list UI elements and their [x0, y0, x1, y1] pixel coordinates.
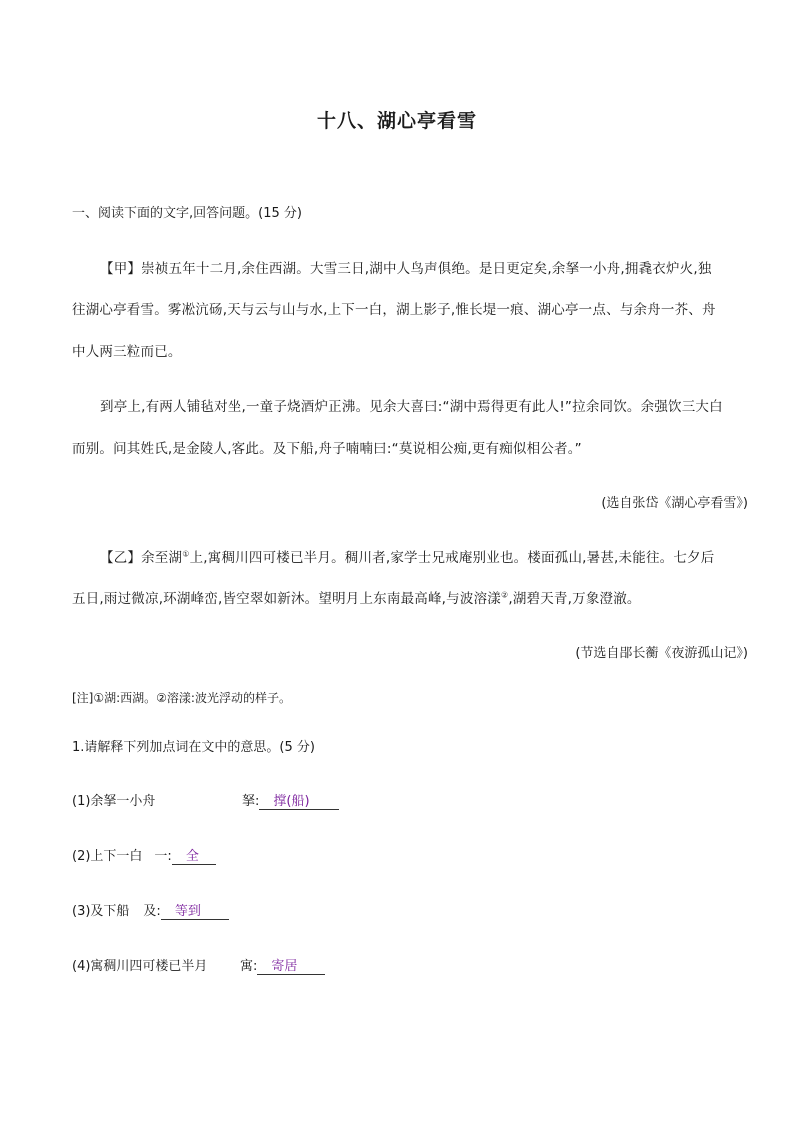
answer-3: 等到: [161, 900, 229, 920]
passage-jia-line-5: 而别。问其姓氏,是金陵人,客此。及下船,舟子喃喃曰:“莫说相公痴,更有痴似相公者。”: [72, 441, 582, 457]
answer-1: 撑(船): [259, 790, 339, 810]
question-item-2: (2)上下一白 一: 全: [72, 845, 216, 865]
question-item-4-answer-line: 寓: 寄居: [240, 955, 325, 975]
page-title: 十八、湖心亭看雪: [316, 110, 477, 132]
passage-jia-line-2: 往湖心亭看雪。雾凇沆砀,天与云与山与水,上下一白，湖上影子,惟长堤一痕、湖心亭一点、与余舟一芥、舟: [72, 302, 716, 318]
section-heading: 一、阅读下面的文字,回答问题。(15 分): [72, 206, 302, 221]
footnote-marker-2: ②: [500, 590, 509, 600]
question-item-4: (4)寓稠川四可楼已半月: [72, 959, 208, 974]
passage-jia-source: (选自张岱《湖心亭看雪》): [601, 496, 748, 511]
notes: [注]①湖:西湖。②溶漾:波光浮动的样子。: [72, 691, 291, 705]
answer-4: 寄居: [257, 955, 325, 975]
question-1-prompt: 1.请解释下列加点词在文中的意思。(5 分): [72, 740, 315, 755]
question-item-3: (3)及下船 及: 等到: [72, 900, 229, 920]
passage-jia-line-4: 到亭上,有两人铺毡对坐,一童子烧酒炉正沸。见余大喜曰:“湖中焉得更有此人!”拉余同饮。余强饮三大白: [100, 399, 723, 415]
answer-2: 全: [172, 845, 216, 865]
passage-yi-line-1: 【乙】余至湖①上,寓稠川四可楼已半月。稠川者,家学士兄戒庵别业也。楼面孤山,暑甚,未能往。七夕后: [100, 549, 715, 566]
footnote-marker-1: ①: [182, 549, 190, 559]
question-item-1-answer-line: 拏: 撑(船): [242, 790, 339, 810]
passage-jia-line-3: 中人两三粒而已。: [72, 344, 182, 360]
passage-yi-source: (节选自郘长蘅《夜游孤山记》): [575, 646, 748, 661]
passage-yi-line-2: 五日,雨过微凉,环湖峰峦,皆空翠如新沐。望明月上东南最高峰,与波溶漾②,湖碧天青,万象澄澈。: [72, 590, 641, 607]
passage-jia-line-1: 【甲】崇祯五年十二月,余住西湖。大雪三日,湖中人鸟声俱绝。是日更定矣,余拏一小舟,拥毳衣炉火,独: [100, 261, 712, 277]
question-item-1: (1)余拏一小舟: [72, 794, 156, 809]
